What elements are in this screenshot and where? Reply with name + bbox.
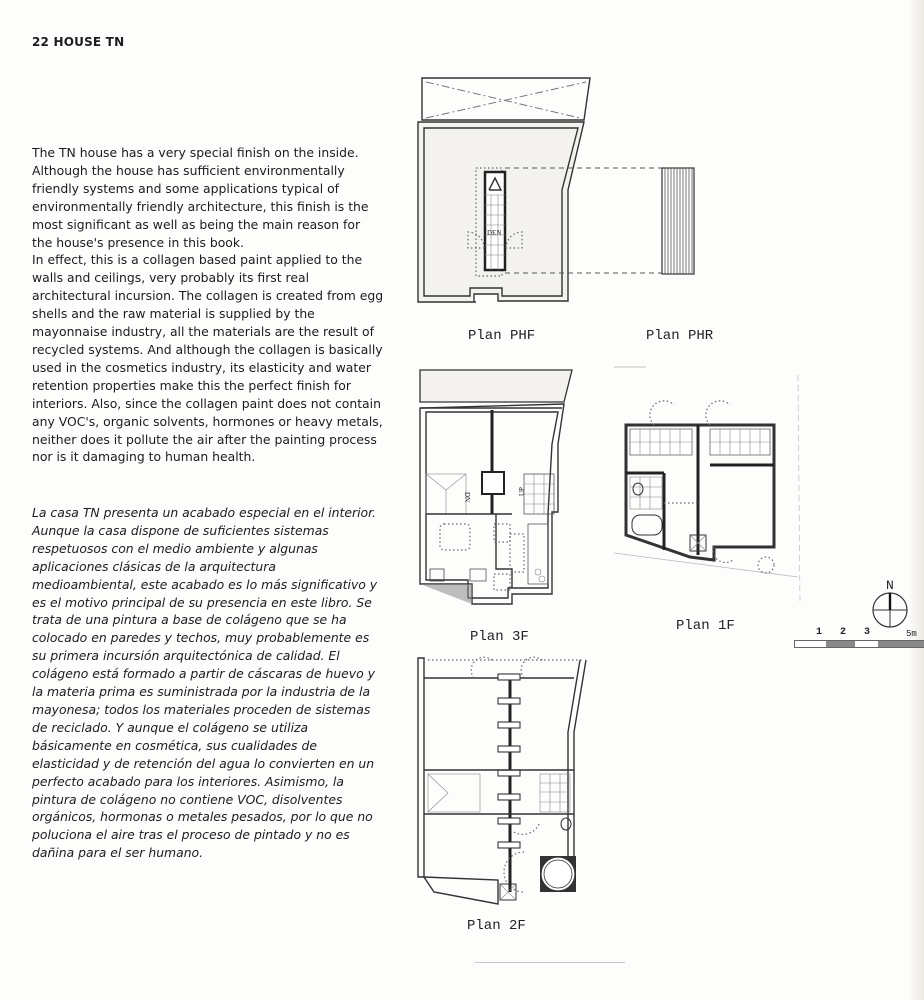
- plan-phf-caption: Plan PHF: [468, 328, 536, 344]
- english-text-block: [32, 144, 384, 466]
- den-label: DEN: [487, 229, 502, 237]
- english-paragraph-1: The TN house has a very special finish on the inside. Although the house has sufficient environmentally friendly systems and some applications typical of environmentally friendly architecture, this finish is the most significant as well as being the main reason for the house's presence in this book.: [32, 145, 369, 250]
- scale-bar: [794, 640, 924, 648]
- plan-phf-drawing: [410, 70, 710, 330]
- plan-1f-caption: Plan 1F: [676, 618, 735, 634]
- compass-north-label: N: [886, 578, 894, 593]
- bottom-rule: [475, 962, 625, 963]
- stair-up-label: UP: [518, 487, 526, 496]
- plan-phr-caption: Plan PHR: [646, 328, 714, 344]
- page-binding-shadow: [908, 0, 924, 1000]
- english-paragraph-2: In effect, this is a collagen based paint applied to the walls and ceilings, very probably its first real architectural incursion. The collagen is created from egg shells and the raw material is supplied by the mayonnaise industry, all the materials are the result of recycled systems. And although the collagen is basically used in the cosmetics industry, its elasticity and water retention properties make this the perfect finish for interiors. Also, since the collagen paint does not contain any VOC's, organic solvents, hormones or heavy metals, neither does it pollute the air after the painting process nor is it damaging to human health.: [32, 252, 384, 465]
- scale-tick-2: 2: [840, 627, 847, 638]
- spanish-text-block: La casa TN presenta un acabado especial en el interior. Aunque la casa dispone de suficientes sistemas respetuosos con el medio ambiente y algunas aplicaciones clásicas de la arquitectura medioambiental, este acabado es lo más significativo y es el motivo principal de su presencia en este libro. Se trata de una pintura a base de colágeno que se ha colocado en paredes y techos, muy probablemente es su primera incursión arquitectónica de calidad. El colágeno está formado a partir de cáscaras de huevo y la materia prima es suministrada por la industria de la mayonesa; todos los materiales proceden de sistemas de reciclado. Y aunque el colágeno se utiliza básicamente en cosmética, sus cualidades de elasticidad y de retención del agua lo convierten en un perfecto acabado para los interiores. Asimismo, la pintura de colágeno no contiene VOC, disolventes orgánicos, hormonas o metales pesados, por lo que no poluciona el aire tras el proceso de pintado y no es dañina para el ser humano.: [32, 505, 378, 861]
- scale-tick-1: 1: [816, 627, 823, 638]
- scale-tick-3: 3: [864, 627, 871, 638]
- plan-1f-drawing: [614, 365, 824, 595]
- scale-tick-5m: 5m: [906, 629, 917, 639]
- plan-3f-caption: Plan 3F: [470, 629, 529, 645]
- plan-2f-drawing: [414, 652, 594, 902]
- page-header: 22 HOUSE TN: [32, 35, 125, 49]
- plan-3f-drawing: [412, 364, 582, 614]
- stair-dn-label: DN: [463, 492, 471, 503]
- plan-2f-caption: Plan 2F: [467, 918, 526, 934]
